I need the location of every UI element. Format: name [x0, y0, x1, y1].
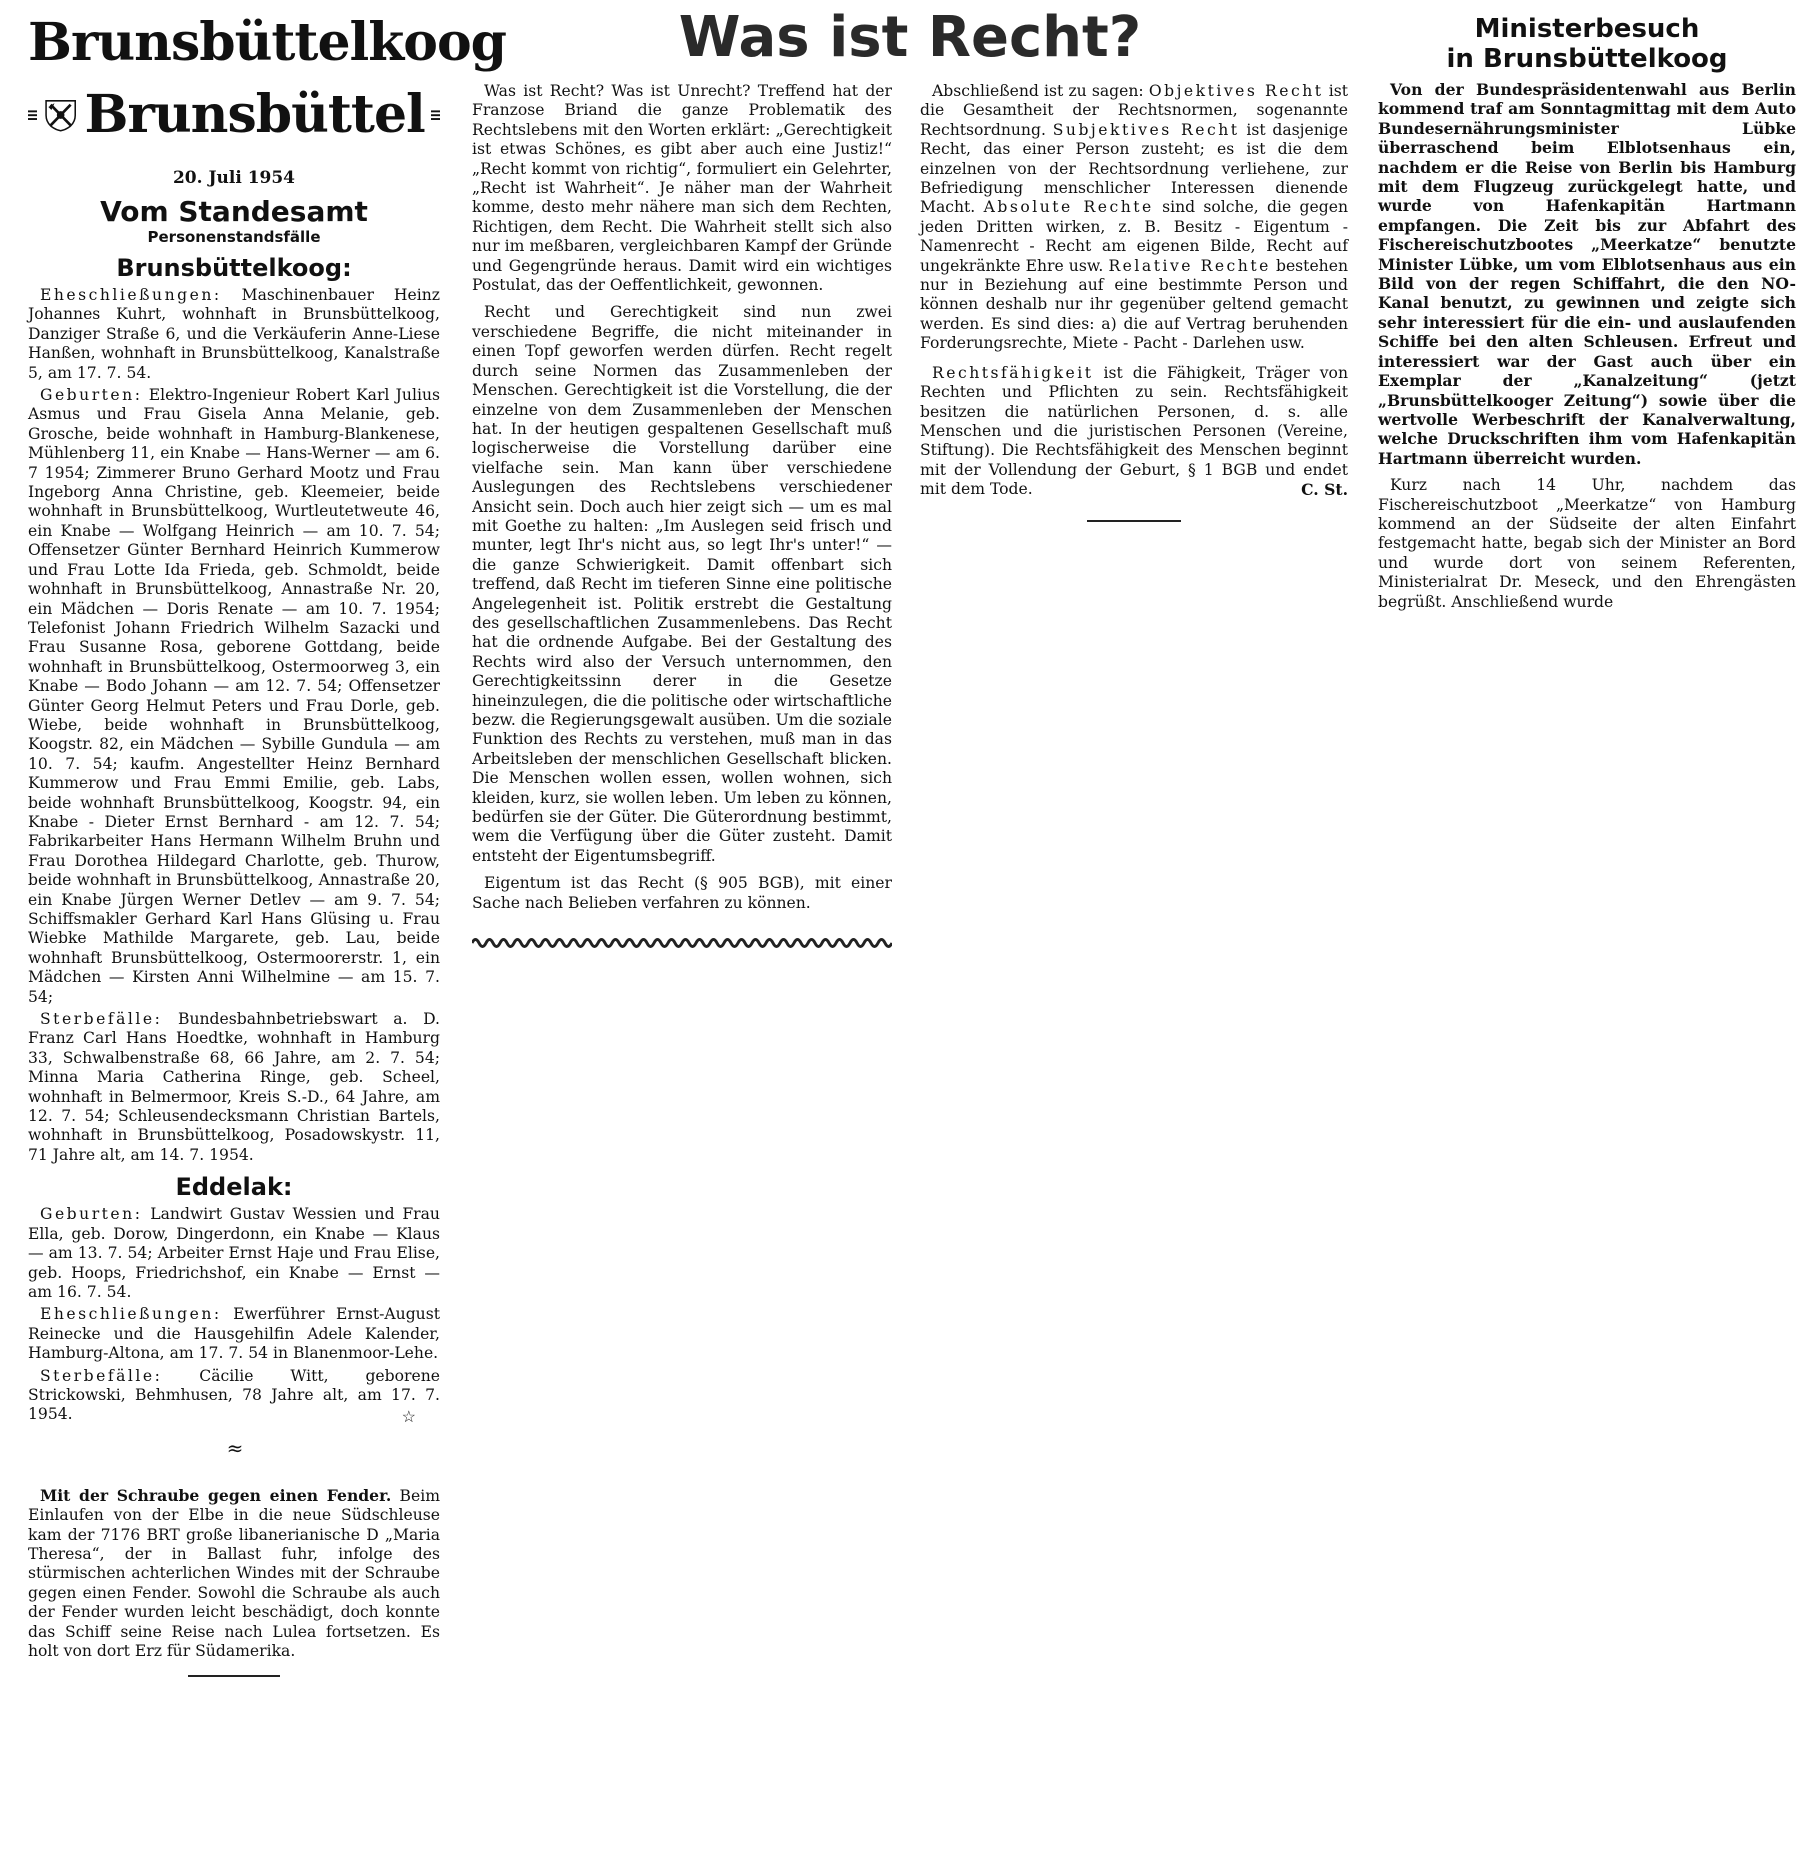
standesamt-column: [28, 0, 507, 1677]
issue-date: 20. Juli 1954: [172, 168, 296, 188]
minister-paragraph-2: Kurz nach 14 Uhr, nachdem das Fischereischutzboot „Meerkatze“ von Hamburg kommend an der Südseite der alten Einfahrt festgemacht hatte, begab sich der Minister an Bord und wurde dort von seinem Referenten, Ministerialrat Dr. Meseck, und den Ehrengästen begrüßt. Anschließend wurde: [1378, 476, 1796, 611]
term-absolute-rechte: Absolute Rechte: [983, 198, 1154, 217]
recht-column-right: [920, 82, 1348, 522]
minister-column: [1378, 0, 1796, 612]
fender-text: Beim Einlaufen von der Elbe in die neue Südschleuse kam der 7176 BRT große libanerianische D „Maria Theresa“, der in Ballast fuhr, infolge des stürmischen achterlichen Windes mit der Schraube gegen einen Fender. Sowohl die Schraube als auch der Fender wurden leicht beschädigt, doch konnte das Schiff seine Reise nach Lulea fortsetzen. Es holt von dort Erz für Südamerika.: [28, 1486, 440, 1660]
recht-p5-text: ist die Fähigkeit, Träger von Rechten und Pflichten zu sein. Rechtsfähigkeit besitzen die natürlichen Personen, d. s. alle Menschen und die juristischen Personen (Vereine, Stiftung). Die Rechtsfähigkeit des Menschen beginnt mit der Vollendung der Geburt, § 1 BGB und endet mit dem Tode.: [920, 363, 1348, 499]
recht-paragraph-3: Eigentum ist das Recht (§ 905 BGB), mit einer Sache nach Belieben verfahren zu können.: [472, 874, 892, 912]
coat-of-arms-icon: [43, 72, 78, 158]
births-text: Elektro-Ingenieur Robert Karl Julius Asmus und Frau Gisela Anna Melanie, geb. Grosche, beide wohnhaft in Hamburg-Blankenese, Mühlenberg 11, ein Knabe — Hans-Werner — am 6. 7 1954; Zimmerer Bruno Gerhard Mootz und Frau Ingeborg Anna Christine, geb. Kleemeier, beide wohnhaft in Brunsbüttelkoog, Wurtleutetweute 46, ein Knabe — Wolfgang Heinrich — am 10. 7. 54; Offensetzer Günter Bernhard Heinrich Kummerow und Frau Lotte Ida Frieda, geb. Schmoldt, beide wohnhaft in Brunsbüttelkoog, Annastraße Nr. 20, ein Mädchen — Doris Renate — am 10. 7. 1954; Telefonist Johann Friedrich Wilhelm Sazacki und Frau Susanne Rosa, geborene Gottdang, beide wohnhaft in Brunsbüttelkoog, Ostermoorweg 3, ein Knabe — Bodo Johann — am 12. 7. 54; Offensetzer Günter Georg Helmut Peters und Frau Dorle, geb. Wiebe, beide wohnhaft in Brunsbüttelkoog, Koogstr. 82, ein Mädchen — Sybille Gundula — am 10. 7. 54; kaufm. Angestellter Heinz Bernhard Kummerow und Frau Emmi Emilie, geb. Labs, beide wohnhaft Brunsbüttelkoog, Koogstr. 94, ein Knabe - Dieter Ernst Bernhard - am 12. 7. 54; Fabrikarbeiter Hans Hermann Wilhelm Bruhn und Frau Dorothea Hildegard Charlotte, geb. Thurow, beide wohnhaft in Brunsbüttelkoog, Annastraße 20, ein Knabe Jürgen Werner Detlev — am 9. 7. 54; Schiffsmakler Gerhard Karl Hans Glüsing u. Frau Wiebke Mathilde Margarete, geb. Lau, beide wohnhaft Brunsbüttelkoog, Ostermoorerstr. 1, ein Mädchen — Kirsten Anni Wilhelmine — am 15. 7. 54;: [28, 386, 440, 1006]
deaths-paragraph: [28, 1010, 440, 1165]
births-paragraph: [28, 386, 440, 1007]
minister-heading: [1378, 14, 1796, 74]
marriages-paragraph: [28, 286, 440, 383]
squiggle-divider-icon: ≈: [226, 1435, 242, 1460]
recht-paragraph-5: [920, 364, 1348, 500]
fender-article: [28, 1486, 440, 1662]
recht-title: Was ist Recht?: [678, 5, 1142, 70]
term-subjektives-recht: Subjektives Recht: [1052, 120, 1240, 139]
place-heading-eddelak: Eddelak:: [175, 1173, 293, 1202]
minister-heading-line2: in Brunsbüttelkoog: [1446, 44, 1728, 74]
minister-heading-line1: Ministerbesuch: [1474, 14, 1700, 44]
recht-paragraph-4: [920, 82, 1348, 354]
eddelak-marriages-paragraph: [28, 1305, 440, 1363]
recht-paragraph-1: Was ist Recht? Was ist Unrecht? Treffend hat der Franzose Briand die ganze Problematik des Rechtslebens mit den Worten erklärt: „Gerechtigkeit ist etwas Schönes, es gibt aber auch eine Justiz!“ „Recht kommt von richtig“, formuliert ein Gelehrter, „Recht ist Wahrheit“. Je näher man der Wahrheit komme, desto mehr nähere man sich dem Rechten, Richtigen, dem Recht. Die Wahrheit stellt sich also nur im meßbaren, vergleichbaren Kampf der Gründe und Gegengründe heraus. Damit wird ein wichtiges Postulat, das der Oeffentlichkeit, gewonnen.: [472, 82, 892, 295]
masthead-title-1: Brunsbüttelkoog: [28, 12, 507, 73]
author-signature: C. St.: [1301, 480, 1348, 500]
eddelak-births-text: Landwirt Gustav Wessien und Frau Ella, geb. Dorow, Dingerdonn, ein Knabe — Klaus — am 13. 7. 54; Arbeiter Ernst Haje und Frau Elise, geb. Hoops, Friedrichshof, ein Knabe — Ernst — am 16. 7. 54.: [28, 1205, 440, 1301]
eddelak-deaths-text: Cäcilie Witt, geborene Strickowski, Behmhusen, 78 Jahre alt, am 17. 7. 1954.: [28, 1366, 440, 1424]
standesamt-heading: Vom Standesamt: [100, 195, 368, 228]
divider-rule-right: [1087, 520, 1181, 522]
deaths-label: Sterbefälle:: [40, 1010, 163, 1029]
masthead-bar-right-icon: [431, 95, 440, 135]
masthead-bar-left-icon: [28, 95, 37, 135]
eddelak-marriages-label: Eheschließungen:: [40, 1305, 222, 1324]
recht-paragraph-2: Recht und Gerechtigkeit sind nun zwei verschiedene Begriffe, die nicht miteinander in einen Topf geworfen werden dürfen. Recht regelt durch seine Normen das Zusammenleben der Menschen. Gerechtigkeit ist die Vorstellung, die der einzelne von dem Zusammenleben der Menschen hat. In der heutigen gespaltenen Gesellschaft muß logischerweise die Vorstellung darüber eine vielfache sein. Man kann über verschiedene Auslegungen des Rechtslebens verschiedener Ansicht sein. Doch auch hier zeigt sich — um es mal mit Goethe zu halten: „Im Auslegen seid frisch und munter, legt Ihr's nicht aus, so legt Ihr's unter!“ — die ganze Schwierigkeit. Damit offenbart sich treffend, daß Recht im tieferen Sinne eine politische Angelegenheit ist. Politik erstrebt die Gestaltung des gesellschaftlichen Zusammenlebens. Das Recht hat die ordnende Aufgabe. Bei der Gestaltung des Rechts wird also der Versuch unternommen, den Gerechtigkeitssinn derer in die Gesetze hineinzulegen, die die politische oder wirtschaftliche bezw. die Regierungsgewalt ausüben. Um die soziale Funktion des Rechts zu verstehen, muß man in das Arbeitsleben der menschlichen Gesellschaft blicken. Die Menschen wollen essen, wollen wohnen, sich kleiden, kurz, sie wollen leben. Um leben zu können, bedürfen sie der Güter. Die Güterordnung bestimmt, wem die Verfügung über die Güter zusteht. Damit entsteht der Eigentumsbegriff.: [472, 303, 893, 865]
masthead-row: [28, 72, 440, 158]
recht-p4-b: ist die Gesamtheit der Rechtsnormen, sogenannte Rechtsordnung.: [920, 82, 1348, 139]
marriages-label: Eheschließungen:: [40, 286, 222, 304]
place-heading-brunsbuettelkoog: Brunsbüttelkoog:: [116, 254, 352, 282]
recht-column-left: [472, 82, 892, 955]
eddelak-births-paragraph: [28, 1205, 440, 1302]
deaths-text: Bundesbahnbetriebswart a. D. Franz Carl Hans Hoedtke, wohnhaft in Hamburg 33, Schwalbenstraße 68, 66 Jahre, am 2. 7. 54; Minna Maria Catherina Ringe, geb. Scheel, wohnhaft in Belmermoor, Kreis S.-D., 64 Jahre, am 12. 7. 54; Schleusendecksmann Christian Bartels, wohnhaft in Brunsbüttelkoog, Posadowskystr. 11, 71 Jahre alt, am 14. 7. 1954.: [28, 1010, 440, 1164]
recht-p4-d: sind solche, die gegen jeden Dritten wirken, z. B. Besitz - Eigentum - Namenrecht - Recht am eigenen Bilde, Recht auf ungekränkte Ehre usw.: [920, 198, 1349, 275]
divider-rule: [188, 1675, 280, 1677]
standesamt-subheading: Personenstandsfälle: [147, 228, 321, 246]
eddelak-marriages-text: Ewerführer Ernst-August Reinecke und die Hausgehilfin Adele Kalender, Hamburg-Altona, am 17. 7. 54 in Blanenmoor-Lehe.: [28, 1305, 440, 1363]
eddelak-deaths-label: Sterbefälle:: [40, 1366, 163, 1385]
eddelak-births-label: Geburten:: [40, 1205, 143, 1224]
term-rechtsfaehigkeit: Rechtsfähigkeit: [932, 363, 1094, 382]
term-relative-rechte: Relative Rechte: [1108, 256, 1271, 275]
fender-kicker: Mit der Schraube gegen einen Fender.: [40, 1485, 392, 1505]
marriages-text: Maschinenbauer Heinz Johannes Kuhrt, wohnhaft in Brunsbüttelkoog, Danziger Straße 6, und die Verkäuferin Anne-Liese Hanßen, wohnhaft in Brunsbüttelkoog, Kanalstraße 5, am 17. 7. 54.: [28, 286, 440, 382]
recht-p4-a: Abschließend ist zu sagen:: [932, 82, 1144, 100]
masthead-title-2: Brunsbüttel: [84, 84, 425, 145]
masthead: [28, 0, 507, 158]
recht-p4-e: bestehen nur in Beziehung auf eine bestimmte Person und können deshalb nur ihr gegenüber geltend gemacht werden. Es sind dies: a) die auf Vertrag beruhenden Forderungsrechte, Miete - Pacht - Darlehen usw.: [920, 256, 1348, 353]
wave-divider-icon: [472, 935, 892, 951]
term-objektives-recht: Objektives Recht: [1148, 82, 1324, 100]
recht-p4-c: ist dasjenige Recht, das einer Person zusteht; es ist die dem einzelnen von der Rechtsordnung verliehene, zur Befriedigung menschlicher Interessen dienende Macht.: [920, 120, 1348, 217]
star-icon: ☆: [401, 1406, 416, 1426]
minister-paragraph-1: Von der Bundespräsidentenwahl aus Berlin kommend traf am Sonntagmittag mit dem Auto Bundesernährungsminister Lübke überraschend beim Elblotsenhaus ein, nachdem er die Reise von Berlin bis Hamburg mit dem Flugzeug zurückgelegt hatte, und wurde von Hafenkapitän Hartmann empfangen. Die Zeit bis zur Abfahrt des Fischereischutzbootes „Meerkatze“ benutzte Minister Lübke, um vom Elblotsenhaus aus ein Bild von der regen Schiffahrt, die den NO-Kanal benutzt, zu gewinnen und zeigte sich sehr interessiert für die ein- und auslaufenden Schiffe bei den alten Schleusen. Erfreut und interessiert war der Gast auch über ein Exemplar der „Kanalzeitung“ (jetzt „Brunsbüttelkooger Zeitung“) sowie über die wertvolle Werbeschrift der Kanalverwaltung, welche Druckschriften ihm vom Hafenkapitän Hartmann überreicht wurden.: [1378, 80, 1796, 468]
births-label: Geburten:: [40, 386, 143, 405]
